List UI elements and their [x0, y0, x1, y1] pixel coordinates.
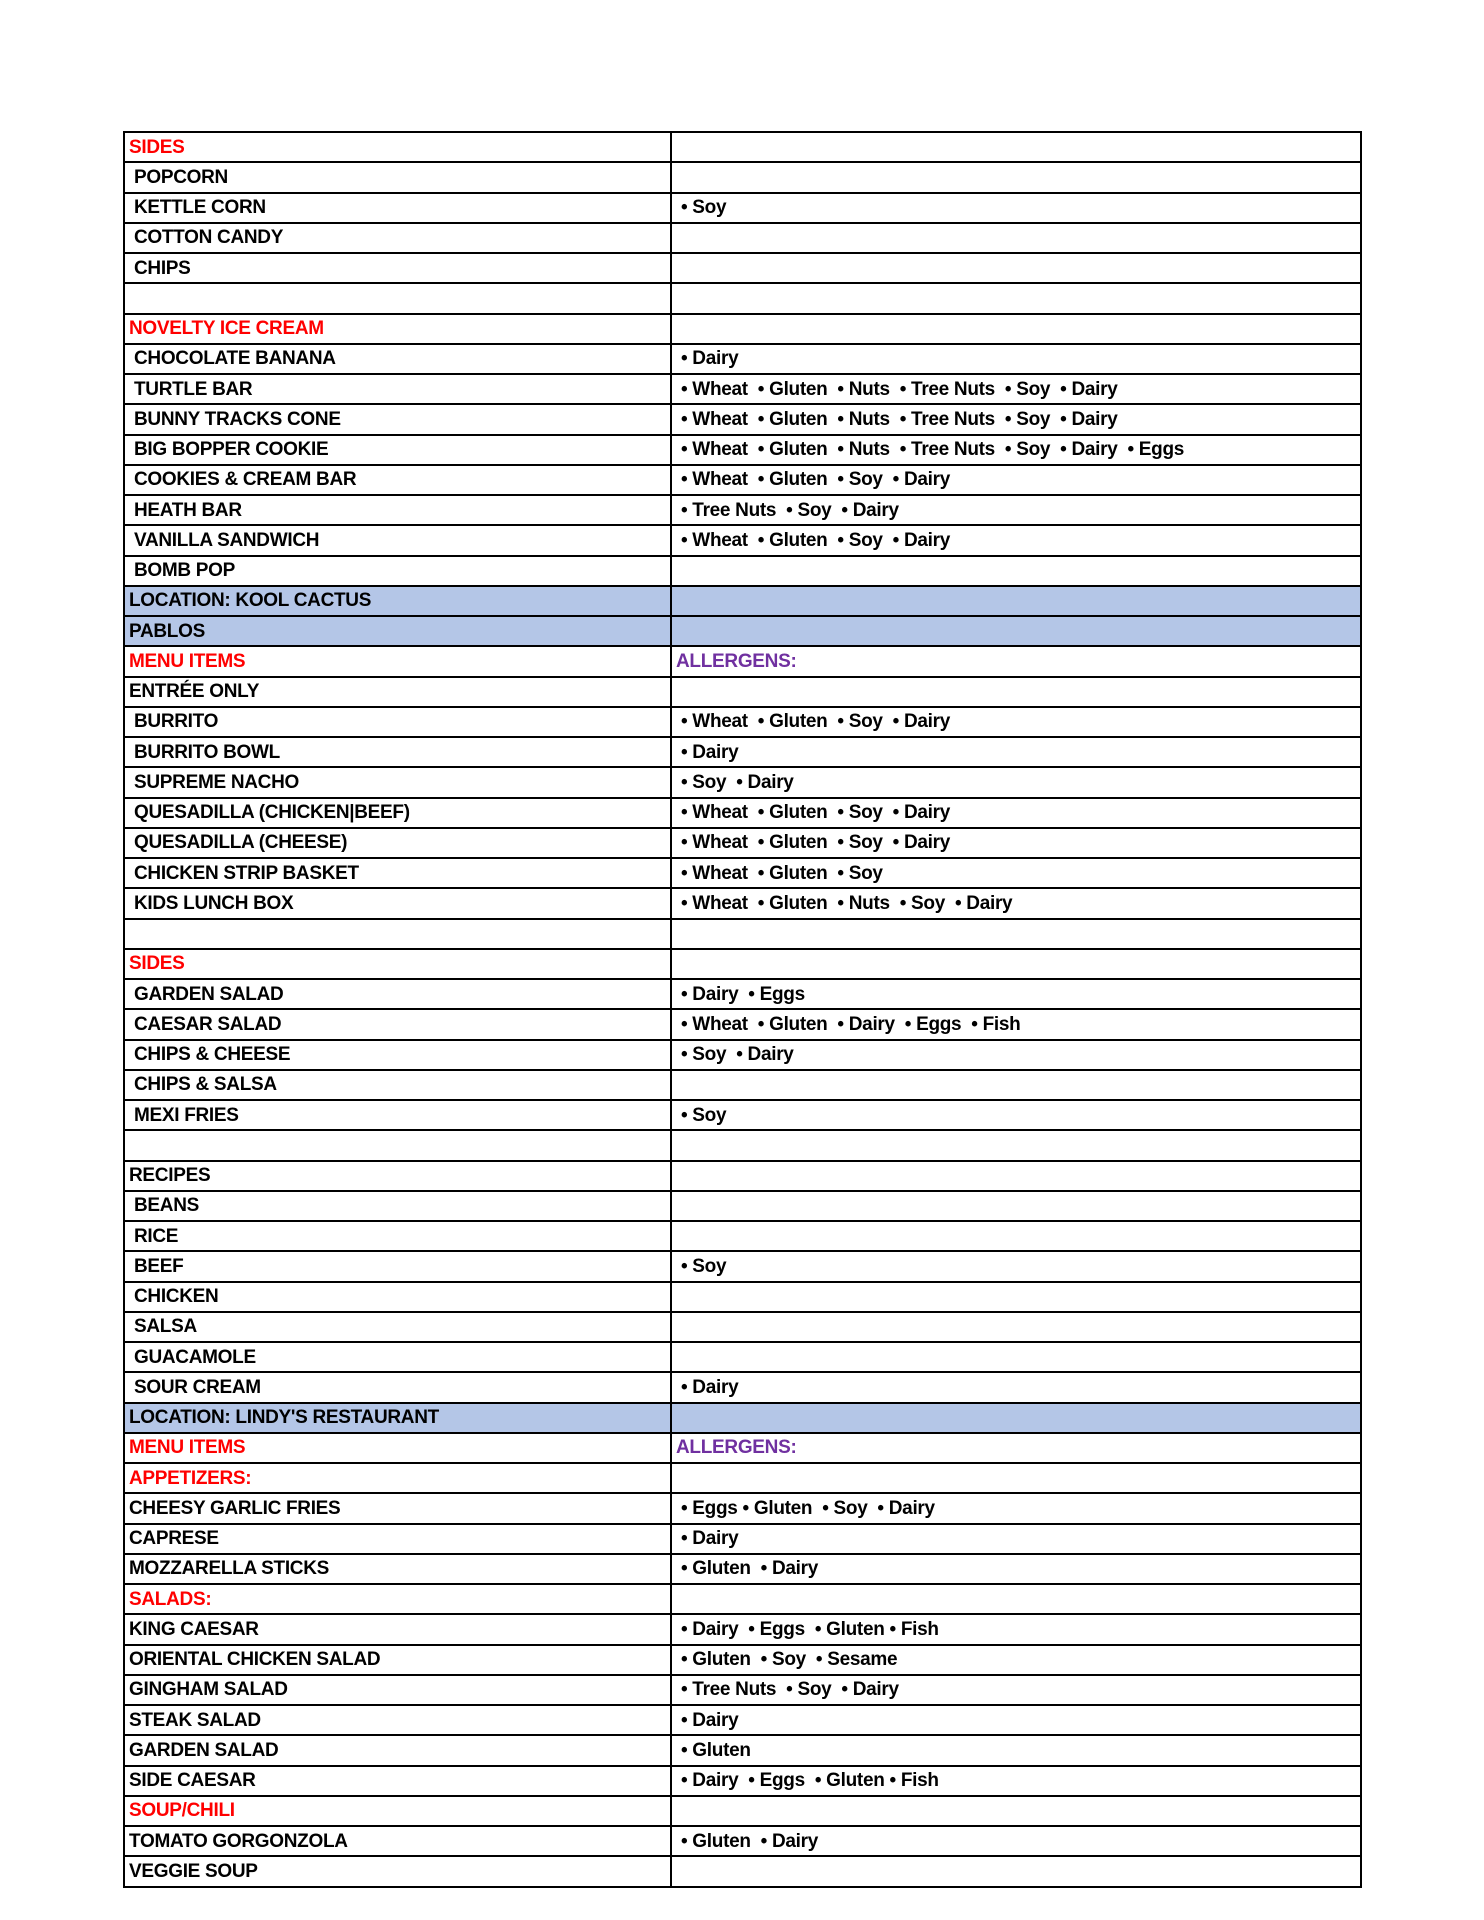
column-header-row [124, 1433, 1361, 1463]
allergens-cell: • Soy • Dairy [671, 1040, 1361, 1070]
menu-item-cell: MENU ITEMS [124, 646, 671, 676]
allergens-cell [671, 283, 1361, 313]
table-row [124, 1856, 1361, 1886]
menu-item-cell [124, 1130, 671, 1160]
table-row [124, 707, 1361, 737]
menu-item-cell [124, 919, 671, 949]
location-row [124, 586, 1361, 616]
menu-item-cell: ENTRÉE ONLY [124, 677, 671, 707]
section-row [124, 1796, 1361, 1826]
menu-item-cell: KING CAESAR [124, 1614, 671, 1644]
allergens-cell [671, 586, 1361, 616]
allergens-cell [671, 1342, 1361, 1372]
allergens-cell [671, 1796, 1361, 1826]
allergens-cell: • Dairy [671, 1524, 1361, 1554]
table-row [124, 677, 1361, 707]
table-row [124, 798, 1361, 828]
blank-row [124, 919, 1361, 949]
menu-item-cell: SIDES [124, 132, 671, 162]
menu-item-cell: APPETIZERS: [124, 1463, 671, 1493]
menu-item-cell: CAPRESE [124, 1524, 671, 1554]
table-row [124, 1161, 1361, 1191]
menu-item-cell: BEANS [124, 1191, 671, 1221]
table-row [124, 1735, 1361, 1765]
table-row [124, 435, 1361, 465]
menu-item-cell: SUPREME NACHO [124, 767, 671, 797]
allergens-cell: ALLERGENS: [671, 1433, 1361, 1463]
allergens-cell: • Wheat • Gluten • Nuts • Tree Nuts • Soy • Dairy [671, 374, 1361, 404]
allergens-cell: • Tree Nuts • Soy • Dairy [671, 1675, 1361, 1705]
menu-item-cell: POPCORN [124, 162, 671, 192]
menu-item-cell: VEGGIE SOUP [124, 1856, 671, 1886]
menu-item-cell: RICE [124, 1221, 671, 1251]
menu-item-cell: TOMATO GORGONZOLA [124, 1826, 671, 1856]
menu-item-cell: CHICKEN [124, 1282, 671, 1312]
menu-item-cell: CHIPS & CHEESE [124, 1040, 671, 1070]
menu-item-cell: SALADS: [124, 1584, 671, 1614]
table-row [124, 223, 1361, 253]
table-row [124, 737, 1361, 767]
allergens-cell [671, 253, 1361, 283]
table-row [124, 1251, 1361, 1281]
allergens-cell [671, 919, 1361, 949]
menu-item-cell: STEAK SALAD [124, 1705, 671, 1735]
allergens-cell: • Soy [671, 193, 1361, 223]
allergens-cell [671, 1282, 1361, 1312]
table-row [124, 1372, 1361, 1402]
allergens-cell: • Tree Nuts • Soy • Dairy [671, 495, 1361, 525]
menu-item-cell: BURRITO [124, 707, 671, 737]
section-row [124, 314, 1361, 344]
table-row [124, 1070, 1361, 1100]
table-row [124, 1282, 1361, 1312]
allergens-cell: • Dairy [671, 344, 1361, 374]
table-row [124, 1312, 1361, 1342]
location-row [124, 1403, 1361, 1433]
table-row [124, 767, 1361, 797]
allergens-cell: • Wheat • Gluten • Soy • Dairy [671, 707, 1361, 737]
menu-item-cell: BUNNY TRACKS CONE [124, 404, 671, 434]
table-row [124, 858, 1361, 888]
table-row [124, 1645, 1361, 1675]
menu-item-cell: BURRITO BOWL [124, 737, 671, 767]
allergens-cell: • Wheat • Gluten • Dairy • Eggs • Fish [671, 1009, 1361, 1039]
blank-row [124, 1130, 1361, 1160]
table-row [124, 193, 1361, 223]
menu-item-cell: SOUP/CHILI [124, 1796, 671, 1826]
allergens-cell: • Wheat • Gluten • Soy • Dairy [671, 465, 1361, 495]
table-row [124, 1826, 1361, 1856]
menu-item-cell: QUESADILLA (CHEESE) [124, 828, 671, 858]
allergens-cell [671, 314, 1361, 344]
menu-item-cell: TURTLE BAR [124, 374, 671, 404]
allergens-cell: • Soy [671, 1251, 1361, 1281]
menu-item-cell: SIDES [124, 949, 671, 979]
allergens-cell: • Wheat • Gluten • Nuts • Tree Nuts • Soy • Dairy [671, 404, 1361, 434]
allergens-cell: • Wheat • Gluten • Nuts • Tree Nuts • Soy • Dairy • Eggs [671, 435, 1361, 465]
menu-item-cell: KIDS LUNCH BOX [124, 888, 671, 918]
allergens-cell: • Dairy [671, 1372, 1361, 1402]
location-row [124, 616, 1361, 646]
table-row [124, 1100, 1361, 1130]
table-row [124, 556, 1361, 586]
table-row [124, 1614, 1361, 1644]
menu-item-cell: BIG BOPPER COOKIE [124, 435, 671, 465]
table-row [124, 1675, 1361, 1705]
allergens-cell [671, 1130, 1361, 1160]
menu-item-cell: CAESAR SALAD [124, 1009, 671, 1039]
allergens-cell [671, 616, 1361, 646]
allergens-cell: • Dairy [671, 737, 1361, 767]
menu-item-cell: CHEESY GARLIC FRIES [124, 1493, 671, 1523]
table-row [124, 374, 1361, 404]
section-row [124, 132, 1361, 162]
allergens-cell [671, 949, 1361, 979]
menu-item-cell: SOUR CREAM [124, 1372, 671, 1402]
table-row [124, 1342, 1361, 1372]
menu-item-cell: MENU ITEMS [124, 1433, 671, 1463]
allergens-cell: • Dairy • Eggs [671, 979, 1361, 1009]
menu-item-cell: GARDEN SALAD [124, 1735, 671, 1765]
menu-item-cell: CHOCOLATE BANANA [124, 344, 671, 374]
allergens-cell [671, 1161, 1361, 1191]
menu-item-cell: CHIPS [124, 253, 671, 283]
menu-item-cell: LOCATION: LINDY'S RESTAURANT [124, 1403, 671, 1433]
allergens-cell: • Gluten • Dairy [671, 1554, 1361, 1584]
allergens-cell [671, 1584, 1361, 1614]
table-row [124, 495, 1361, 525]
section-row [124, 1584, 1361, 1614]
menu-item-cell: SIDE CAESAR [124, 1766, 671, 1796]
allergens-cell: • Eggs • Gluten • Soy • Dairy [671, 1493, 1361, 1523]
table-row [124, 1493, 1361, 1523]
allergens-cell: • Gluten • Dairy [671, 1826, 1361, 1856]
table-row [124, 465, 1361, 495]
menu-item-cell: KETTLE CORN [124, 193, 671, 223]
allergens-cell: • Gluten [671, 1735, 1361, 1765]
menu-item-cell: LOCATION: KOOL CACTUS [124, 586, 671, 616]
allergen-table [123, 131, 1362, 1888]
table-row [124, 1009, 1361, 1039]
allergens-cell [671, 1221, 1361, 1251]
blank-row [124, 283, 1361, 313]
allergens-cell: • Wheat • Gluten • Soy • Dairy [671, 828, 1361, 858]
menu-item-cell: PABLOS [124, 616, 671, 646]
allergens-cell: • Wheat • Gluten • Soy • Dairy [671, 525, 1361, 555]
table-row [124, 1221, 1361, 1251]
menu-item-cell: CHIPS & SALSA [124, 1070, 671, 1100]
menu-item-cell: ORIENTAL CHICKEN SALAD [124, 1645, 671, 1675]
allergen-table-body [124, 132, 1361, 1887]
section-row [124, 949, 1361, 979]
menu-item-cell: GARDEN SALAD [124, 979, 671, 1009]
table-row [124, 1040, 1361, 1070]
menu-item-cell: GUACAMOLE [124, 1342, 671, 1372]
table-row [124, 1766, 1361, 1796]
allergens-cell [671, 556, 1361, 586]
allergens-cell: • Dairy [671, 1705, 1361, 1735]
allergens-cell: • Soy [671, 1100, 1361, 1130]
menu-item-cell: BEEF [124, 1251, 671, 1281]
allergens-cell [671, 1463, 1361, 1493]
menu-item-cell: COOKIES & CREAM BAR [124, 465, 671, 495]
allergens-cell: • Wheat • Gluten • Soy • Dairy [671, 798, 1361, 828]
table-row [124, 344, 1361, 374]
allergens-cell: • Wheat • Gluten • Nuts • Soy • Dairy [671, 888, 1361, 918]
allergens-cell [671, 1070, 1361, 1100]
table-row [124, 1554, 1361, 1584]
table-row [124, 253, 1361, 283]
table-row [124, 828, 1361, 858]
allergens-cell [671, 1403, 1361, 1433]
allergens-cell [671, 162, 1361, 192]
menu-item-cell: GINGHAM SALAD [124, 1675, 671, 1705]
table-row [124, 979, 1361, 1009]
menu-item-cell: SALSA [124, 1312, 671, 1342]
menu-item-cell: NOVELTY ICE CREAM [124, 314, 671, 344]
allergens-cell: • Dairy • Eggs • Gluten • Fish [671, 1766, 1361, 1796]
allergens-cell [671, 1312, 1361, 1342]
allergens-cell [671, 223, 1361, 253]
menu-item-cell: BOMB POP [124, 556, 671, 586]
table-row [124, 1705, 1361, 1735]
menu-item-cell: CHICKEN STRIP BASKET [124, 858, 671, 888]
table-row [124, 162, 1361, 192]
menu-item-cell: RECIPES [124, 1161, 671, 1191]
menu-item-cell: HEATH BAR [124, 495, 671, 525]
menu-item-cell [124, 283, 671, 313]
menu-item-cell: MOZZARELLA STICKS [124, 1554, 671, 1584]
allergens-cell [671, 1856, 1361, 1886]
allergens-cell: • Wheat • Gluten • Soy [671, 858, 1361, 888]
allergens-cell [671, 1191, 1361, 1221]
section-row [124, 1463, 1361, 1493]
column-header-row [124, 646, 1361, 676]
menu-item-cell: COTTON CANDY [124, 223, 671, 253]
menu-item-cell: QUESADILLA (CHICKEN|BEEF) [124, 798, 671, 828]
table-row [124, 525, 1361, 555]
allergens-cell: ALLERGENS: [671, 646, 1361, 676]
table-row [124, 1524, 1361, 1554]
table-row [124, 404, 1361, 434]
menu-item-cell: VANILLA SANDWICH [124, 525, 671, 555]
menu-item-cell: MEXI FRIES [124, 1100, 671, 1130]
allergens-cell: • Gluten • Soy • Sesame [671, 1645, 1361, 1675]
allergens-cell [671, 132, 1361, 162]
allergens-cell: • Dairy • Eggs • Gluten • Fish [671, 1614, 1361, 1644]
table-row [124, 1191, 1361, 1221]
allergens-cell: • Soy • Dairy [671, 767, 1361, 797]
allergens-cell [671, 677, 1361, 707]
table-row [124, 888, 1361, 918]
